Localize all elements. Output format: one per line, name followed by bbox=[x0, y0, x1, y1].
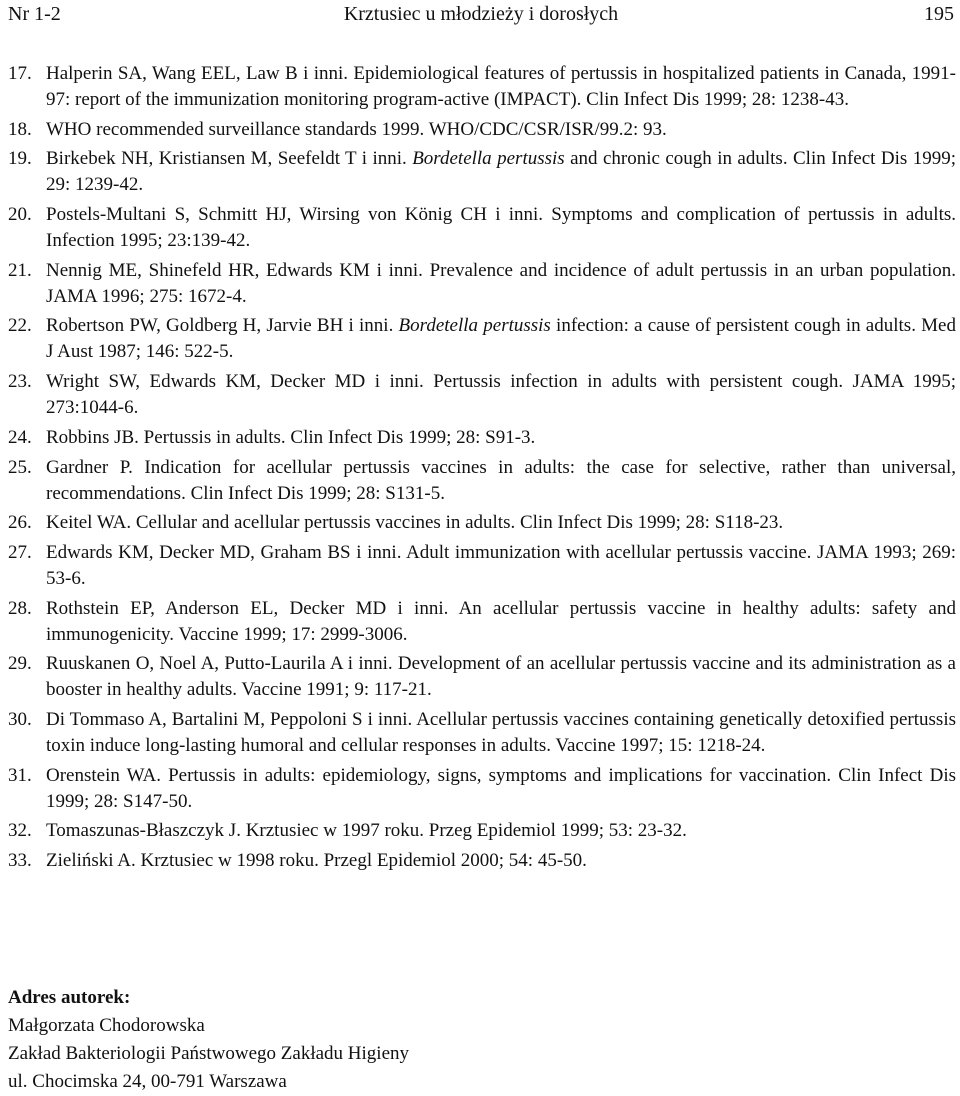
address-line: ul. Chocimska 24, 00-791 Warszawa bbox=[8, 1071, 287, 1092]
address-title: Adres autorek: bbox=[8, 987, 131, 1008]
reference-item bbox=[8, 651, 956, 703]
reference-item bbox=[8, 369, 956, 421]
reference-item bbox=[8, 763, 956, 815]
reference-item bbox=[8, 61, 956, 113]
reference-number: 27. bbox=[8, 541, 32, 563]
running-title: Krztusiec u młodzieży i dorosłych bbox=[343, 3, 619, 25]
reference-number: 18. bbox=[8, 118, 32, 140]
reference-number: 33. bbox=[8, 850, 32, 871]
reference-number: 29. bbox=[8, 653, 32, 675]
reference-number: 32. bbox=[8, 820, 32, 842]
reference-text: and chronic cough in adults. Clin Infect Dis 1999; 29: 1239-42. bbox=[46, 148, 956, 196]
reference-text: Robbins JB. Pertussis in adults. Clin Infect Dis 1999; 28: S91-3. bbox=[46, 426, 536, 448]
author-address bbox=[8, 984, 948, 1096]
reference-number: 28. bbox=[8, 597, 32, 619]
reference-number: 23. bbox=[8, 371, 32, 393]
reference-text: Rothstein EP, Anderson EL, Decker MD i inni. An acellular pertussis vaccine in healthy adults: safety and immunogenicity. Vaccine 1999; 17: 2999-3006. bbox=[46, 597, 956, 645]
reference-item bbox=[8, 202, 956, 254]
journal-issue: Nr 1-2 bbox=[8, 3, 61, 25]
reference-text: Nennig ME, Shinefeld HR, Edwards KM i inni. Prevalence and incidence of adult pertussis in an urban population. JAMA 1996; 275: 1672-4. bbox=[46, 259, 956, 307]
reference-text: Di Tommaso A, Bartalini M, Peppoloni S i inni. Acellular pertussis vaccines containing genetically detoxified pertussis toxin induce long-lasting humoral and cellular responses in adults. Vaccine 1997; 15: 1218-24. bbox=[46, 708, 956, 756]
reference-number: 19. bbox=[8, 148, 32, 170]
reference-list bbox=[8, 61, 956, 878]
reference-item bbox=[8, 848, 956, 874]
reference-item bbox=[8, 540, 956, 592]
reference-item bbox=[8, 455, 956, 507]
reference-number: 22. bbox=[8, 315, 32, 337]
reference-number: 20. bbox=[8, 204, 32, 226]
reference-number: 31. bbox=[8, 764, 32, 786]
reference-text: WHO recommended surveillance standards 1999. WHO/CDC/CSR/ISR/99.2: 93. bbox=[46, 118, 667, 140]
reference-number: 21. bbox=[8, 259, 32, 281]
address-line: Małgorzata Chodorowska bbox=[8, 1015, 205, 1036]
reference-item bbox=[8, 510, 956, 536]
reference-number: 24. bbox=[8, 426, 32, 448]
reference-item bbox=[8, 117, 956, 143]
reference-number: 25. bbox=[8, 456, 32, 478]
reference-text: Tomaszunas-Błaszczyk J. Krztusiec w 1997 roku. Przeg Epidemiol 1999; 53: 23-32. bbox=[46, 820, 687, 842]
reference-item bbox=[8, 818, 956, 844]
reference-item bbox=[8, 425, 956, 451]
reference-item bbox=[8, 313, 956, 365]
page-number: 195 bbox=[924, 3, 954, 25]
reference-text: infection: a cause of persistent cough in adults. Med J Aust 1987; 146: 522-5. bbox=[46, 315, 956, 363]
reference-number: 26. bbox=[8, 512, 32, 534]
reference-text: Halperin SA, Wang EEL, Law B i inni. Epidemiological features of pertussis in hospitalized patients in Canada, 1991-97: report of the immunization monitoring program-active (IMPACT). Clin Infect Dis 1999; 28: 1238-43. bbox=[46, 63, 956, 110]
reference-text: Zieliński A. Krztusiec w 1998 roku. Przegl Epidemiol 2000; 54: 45-50. bbox=[46, 850, 587, 871]
reference-number: 30. bbox=[8, 708, 32, 730]
reference-text: Edwards KM, Decker MD, Graham BS i inni. Adult immunization with acellular pertussis vaccine. JAMA 1993; 269: 53-6. bbox=[46, 541, 956, 589]
reference-text: Wright SW, Edwards KM, Decker MD i inni. Pertussis infection in adults with persistent cough. JAMA 1995; 273:1044-6. bbox=[46, 371, 956, 419]
reference-item bbox=[8, 707, 956, 759]
reference-text: Ruuskanen O, Noel A, Putto-Laurila A i inni. Development of an acellular pertussis vaccine and its administration as a booster in healthy adults. Vaccine 1991; 9: 117-21. bbox=[46, 653, 956, 701]
reference-item bbox=[8, 258, 956, 310]
reference-number: 17. bbox=[8, 63, 32, 84]
reference-italic-text: Bordetella pertussis bbox=[412, 148, 565, 170]
reference-text: Robertson PW, Goldberg H, Jarvie BH i inni. bbox=[46, 315, 399, 337]
page-header bbox=[8, 0, 954, 28]
reference-text: Keitel WA. Cellular and acellular pertussis vaccines in adults. Clin Infect Dis 1999; 28: S118-23. bbox=[46, 512, 784, 534]
reference-text: Postels-Multani S, Schmitt HJ, Wirsing von König CH i inni. Symptoms and complication of pertussis in adults. Infection 1995; 23:139-42. bbox=[46, 204, 956, 252]
reference-text: Orenstein WA. Pertussis in adults: epidemiology, signs, symptoms and implications for vaccination. Clin Infect Dis 1999; 28: S147-50. bbox=[46, 764, 956, 812]
reference-item bbox=[8, 146, 956, 198]
address-line: Zakład Bakteriologii Państwowego Zakładu Higieny bbox=[8, 1043, 410, 1064]
reference-item bbox=[8, 596, 956, 648]
reference-italic-text: Bordetella pertussis bbox=[398, 315, 551, 337]
reference-text: Birkebek NH, Kristiansen M, Seefeldt T i inni. bbox=[46, 148, 413, 170]
reference-text: Gardner P. Indication for acellular pertussis vaccines in adults: the case for selective, rather than universal, recommendations. Clin Infect Dis 1999; 28: S131-5. bbox=[46, 456, 956, 504]
